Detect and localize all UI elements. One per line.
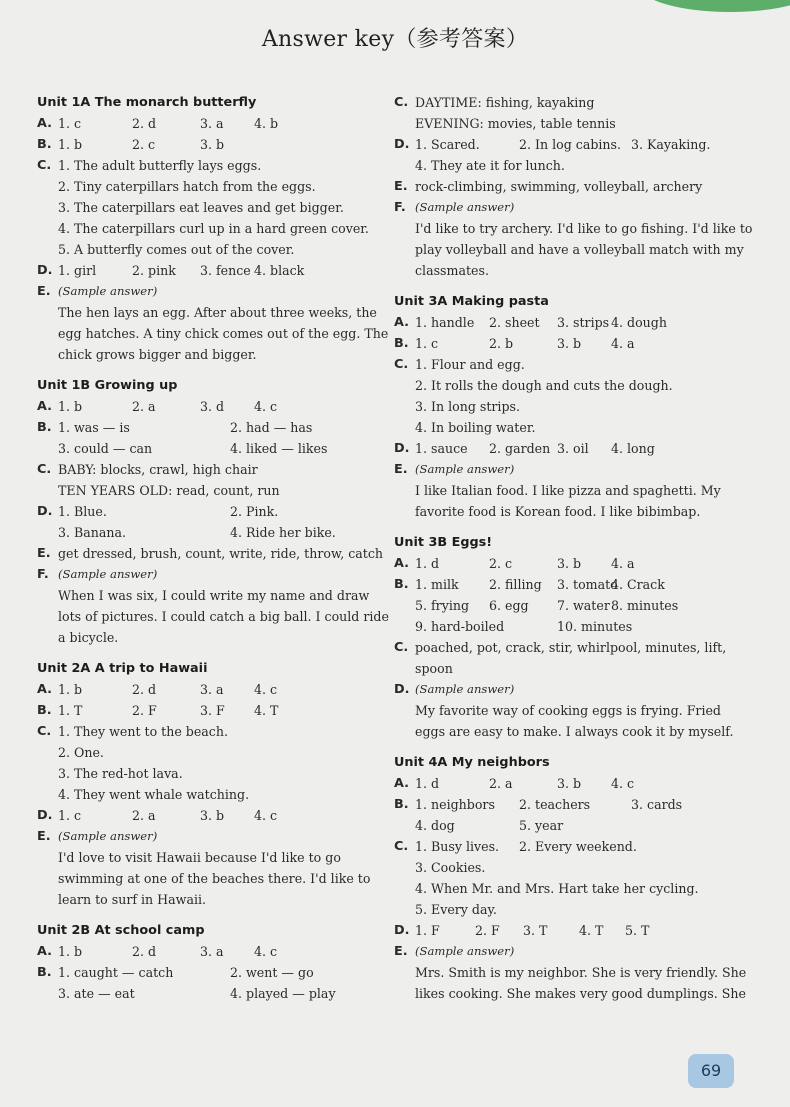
answer-line [394, 574, 744, 595]
answer-line [394, 155, 744, 176]
answer-cell: 4. long [611, 441, 655, 456]
answer-cell: 4. black [254, 263, 305, 278]
answer-text: 4. When Mr. and Mrs. Hart take her cycling. [415, 881, 699, 896]
answer-line [37, 281, 377, 302]
answer-cell: 6. egg [489, 598, 529, 613]
answer-line [37, 438, 377, 459]
answer-text: 5. A butterfly comes out of the cover. [58, 242, 295, 257]
answer-cell: 3. oil [557, 441, 589, 456]
answer-line [394, 134, 744, 155]
answer-line [394, 815, 744, 836]
exercise-label: E. [394, 944, 408, 959]
answer-cell: 4. c [254, 808, 278, 823]
answer-cell: 3. tomato [557, 577, 618, 592]
answer-cell: 2. F [475, 923, 500, 938]
exercise-label: F. [394, 200, 406, 215]
section-gap [394, 742, 744, 752]
exercise-label: E. [37, 829, 51, 844]
exercise-label: C. [394, 95, 409, 110]
exercise-label: C. [394, 640, 409, 655]
answer-cell: 1. b [58, 944, 83, 959]
answer-cell: 2. a [132, 399, 156, 414]
answer-line [37, 826, 377, 847]
answer-cell: 4. c [254, 944, 278, 959]
answer-text: My favorite way of cooking eggs is frying. Fried [415, 703, 721, 718]
answer-text: When I was six, I could write my name and draw [58, 588, 370, 603]
answer-cell: 9. hard-boiled [415, 619, 505, 634]
answer-cell: 3. d [200, 399, 225, 414]
answer-cell: 3. Banana. [58, 525, 127, 540]
exercise-label: B. [394, 577, 409, 592]
answer-line [394, 721, 744, 742]
answer-cell: 2. Pink. [230, 504, 279, 519]
answer-line [394, 417, 744, 438]
exercise-label: B. [37, 703, 52, 718]
section-gap [394, 281, 744, 291]
answer-text: BABY: blocks, crawl, high chair [58, 462, 258, 477]
answer-line [394, 700, 744, 721]
answer-line [394, 480, 744, 501]
unit-heading: Unit 3B Eggs! [394, 535, 493, 550]
answer-cell: 2. a [489, 776, 513, 791]
answer-cell: 4. Ride her bike. [230, 525, 336, 540]
answer-cell: 2. filling [489, 577, 542, 592]
answer-line [394, 941, 744, 962]
exercise-label: E. [394, 179, 408, 194]
answer-cell: 2. teachers [519, 797, 591, 812]
exercise-label: C. [37, 462, 52, 477]
answer-cell: 1. T [58, 703, 83, 718]
answer-cell: 1. Blue. [58, 504, 107, 519]
answer-cell: 2. Every weekend. [519, 839, 637, 854]
answer-text: 3. In long strips. [415, 399, 520, 414]
exercise-label: D. [37, 263, 53, 278]
answer-line [37, 679, 377, 700]
exercise-label: C. [37, 724, 52, 739]
exercise-label: B. [394, 797, 409, 812]
answer-text: chick grows bigger and bigger. [58, 347, 257, 362]
answer-text: 3. Cookies. [415, 860, 486, 875]
answer-cell: 3. b [200, 137, 225, 152]
answer-cell: 1. was — is [58, 420, 130, 435]
exercise-label: D. [37, 504, 53, 519]
answer-line [394, 92, 744, 113]
sample-answer-note: (Sample answer) [415, 462, 515, 476]
answer-cell: 4. Crack [611, 577, 665, 592]
answer-line [394, 459, 744, 480]
answer-text: 1. The adult butterfly lays eggs. [58, 158, 262, 173]
answer-cell: 1. milk [415, 577, 459, 592]
answer-cell: 3. strips [557, 315, 610, 330]
answer-cell: 8. minutes [611, 598, 679, 613]
answer-line [37, 522, 377, 543]
answer-cell: 3. b [557, 336, 582, 351]
answer-text: a bicycle. [58, 630, 119, 645]
answer-line [394, 501, 744, 522]
answer-cell: 1. girl [58, 263, 97, 278]
answer-cell: 4. liked — likes [230, 441, 328, 456]
answer-line [37, 889, 377, 910]
answer-text: 4. In boiling water. [415, 420, 536, 435]
answer-line [37, 564, 377, 585]
answer-line [394, 260, 744, 281]
answer-cell: 1. b [58, 137, 83, 152]
page-title: Answer key（参考答案） [261, 27, 529, 52]
answer-cell: 2. sheet [489, 315, 540, 330]
answer-line [37, 941, 377, 962]
unit-heading: Unit 3A Making pasta [394, 294, 549, 309]
answer-line [394, 595, 744, 616]
answer-cell: 2. a [132, 808, 156, 823]
answer-cell: 3. a [200, 116, 224, 131]
answer-text: 2. It rolls the dough and cuts the dough. [415, 378, 673, 393]
answer-cell: 3. T [523, 923, 548, 938]
answer-text: spoon [415, 661, 453, 676]
answer-cell: 3. ate — eat [58, 986, 135, 1001]
answer-text: TEN YEARS OLD: read, count, run [58, 483, 280, 498]
exercise-label: A. [394, 776, 410, 791]
answer-text: Mrs. Smith is my neighbor. She is very friendly. She [415, 965, 747, 980]
answer-line [394, 679, 744, 700]
answer-line [394, 354, 744, 375]
answer-cell: 3. a [200, 944, 224, 959]
exercise-label: B. [37, 137, 52, 152]
answer-line [394, 658, 744, 679]
answer-line [37, 260, 377, 281]
answer-line [37, 323, 389, 344]
answer-line [37, 155, 377, 176]
answer-cell: 1. c [58, 808, 82, 823]
sample-answer-note: (Sample answer) [415, 200, 515, 214]
exercise-label: A. [37, 682, 53, 697]
answer-cell: 1. c [58, 116, 82, 131]
answer-cell: 1. b [58, 682, 83, 697]
answer-cell: 1. F [415, 923, 440, 938]
exercise-label: E. [37, 284, 51, 299]
answer-line [394, 836, 744, 857]
answer-text: eggs are easy to make. I always cook it by myself. [415, 724, 734, 739]
answer-text: 2. One. [58, 745, 104, 760]
answer-line [37, 983, 377, 1004]
answer-line [37, 501, 377, 522]
answer-line [394, 218, 753, 239]
answer-line [37, 868, 377, 889]
answer-cell: 4. T [579, 923, 604, 938]
answer-cell: 2. had — has [230, 420, 313, 435]
answer-line [37, 239, 377, 260]
sample-answer-note: (Sample answer) [415, 682, 515, 696]
answer-cell: 4. c [254, 399, 278, 414]
answer-line [37, 417, 377, 438]
answer-line [394, 396, 744, 417]
answer-text: 2. Tiny caterpillars hatch from the eggs. [58, 179, 316, 194]
answer-line [394, 616, 744, 637]
exercise-label: E. [37, 546, 51, 561]
answer-text: I'd love to visit Hawaii because I'd like to go [58, 850, 341, 865]
answer-text: poached, pot, crack, stir, whirlpool, minutes, lift, [415, 640, 727, 655]
answer-cell: 2. pink [132, 263, 176, 278]
unit-heading: Unit 2A A trip to Hawaii [37, 661, 208, 676]
answer-text: get dressed, brush, count, write, ride, throw, catch [58, 546, 384, 561]
answer-cell: 2. d [132, 116, 157, 131]
answer-cell: 2. In log cabins. [519, 137, 622, 152]
sample-answer-note: (Sample answer) [58, 284, 158, 298]
section-gap [37, 910, 377, 920]
answer-line [394, 857, 744, 878]
answer-cell: 3. b [557, 556, 582, 571]
answer-line [394, 637, 744, 658]
answer-line [37, 480, 377, 501]
unit-heading: Unit 1A The monarch butterfly [37, 95, 257, 110]
answer-line [394, 553, 744, 574]
answer-line [394, 333, 744, 354]
answer-cell: 3. F [200, 703, 225, 718]
answer-line [37, 344, 377, 365]
answer-cell: 2. d [132, 944, 157, 959]
answer-line [37, 176, 377, 197]
exercise-label: A. [394, 556, 410, 571]
answer-line [37, 847, 377, 868]
answer-cell: 1. handle [415, 315, 475, 330]
answer-text: 4. They ate it for lunch. [415, 158, 565, 173]
unit-heading: Unit 4A My neighbors [394, 755, 550, 770]
answer-text: swimming at one of the beaches there. I'd like to [58, 871, 371, 886]
exercise-label: F. [37, 567, 49, 582]
right-column [394, 92, 753, 1004]
answer-line [394, 899, 744, 920]
answer-cell: 3. a [200, 682, 224, 697]
answer-cell: 1. d [415, 776, 440, 791]
answer-text: rock-climbing, swimming, volleyball, archery [415, 179, 703, 194]
answer-cell: 10. minutes [557, 619, 633, 634]
answer-line [394, 176, 744, 197]
answer-cell: 4. b [254, 116, 279, 131]
section-gap [37, 648, 377, 658]
answer-cell: 3. fence [200, 263, 251, 278]
answer-line [37, 302, 377, 323]
answer-cell: 2. c [489, 556, 513, 571]
answer-line [37, 763, 377, 784]
answer-cell: 3. could — can [58, 441, 153, 456]
answer-line [37, 962, 377, 983]
corner-decoration [640, 0, 790, 12]
answer-text: 4. They went whale watching. [58, 787, 250, 802]
answer-text: DAYTIME: fishing, kayaking [415, 95, 595, 110]
answer-cell: 1. d [415, 556, 440, 571]
answer-line [37, 721, 377, 742]
answer-cell: 4. c [611, 776, 635, 791]
answer-text: likes cooking. She makes very good dumplings. She [415, 986, 746, 1001]
answer-text: 3. The red-hot lava. [58, 766, 183, 781]
exercise-label: A. [37, 944, 53, 959]
answer-cell: 4. c [254, 682, 278, 697]
answer-line [394, 983, 744, 1004]
exercise-label: D. [394, 923, 410, 938]
answer-text: play volleyball and have a volleyball match with my [415, 242, 744, 257]
exercise-label: B. [394, 336, 409, 351]
answer-line [37, 134, 377, 155]
answer-text: learn to surf in Hawaii. [58, 892, 207, 907]
exercise-label: D. [394, 441, 410, 456]
answer-line [394, 239, 744, 260]
answer-text: 4. The caterpillars curl up in a hard green cover. [58, 221, 369, 236]
answer-text: 3. The caterpillars eat leaves and get bigger. [58, 200, 344, 215]
answer-cell: 4. a [611, 556, 635, 571]
answer-text: 1. Flour and egg. [415, 357, 525, 372]
answer-cell: 4. a [611, 336, 635, 351]
exercise-label: A. [394, 315, 410, 330]
answer-cell: 4. T [254, 703, 279, 718]
answer-cell: 2. garden [489, 441, 551, 456]
answer-cell: 3. cards [631, 797, 683, 812]
answer-line [394, 312, 744, 333]
answer-line [37, 784, 377, 805]
answer-text: I like Italian food. I like pizza and spaghetti. My [415, 483, 721, 498]
exercise-label: C. [394, 357, 409, 372]
answer-line [394, 113, 744, 134]
answer-line [394, 375, 744, 396]
answer-cell: 1. caught — catch [58, 965, 174, 980]
section-gap [394, 522, 744, 532]
answer-line [37, 459, 377, 480]
answer-text: The hen lays an egg. After about three weeks, the [58, 305, 377, 320]
answer-line [37, 113, 377, 134]
answer-cell: 3. Kayaking. [631, 137, 711, 152]
left-column [37, 92, 389, 1004]
exercise-label: A. [37, 399, 53, 414]
answer-text: lots of pictures. I could catch a big ball. I could ride [58, 609, 389, 624]
answer-cell: 2. d [132, 682, 157, 697]
answer-line [37, 606, 389, 627]
answer-text: 5. Every day. [415, 902, 497, 917]
answer-line [37, 700, 377, 721]
exercise-label: C. [394, 839, 409, 854]
exercise-label: B. [37, 965, 52, 980]
answer-cell: 1. sauce [415, 441, 468, 456]
exercise-label: E. [394, 462, 408, 477]
answer-text: 1. They went to the beach. [58, 724, 228, 739]
answer-line [37, 627, 377, 648]
answer-cell: 2. c [132, 137, 156, 152]
answer-line [394, 920, 744, 941]
exercise-label: D. [394, 682, 410, 697]
answer-cell: 1. b [58, 399, 83, 414]
answer-line [394, 773, 744, 794]
answer-line [37, 197, 377, 218]
unit-heading: Unit 1B Growing up [37, 378, 178, 393]
answer-text: favorite food is Korean food. I like bibimbap. [415, 504, 701, 519]
answer-cell: 1. Scared. [415, 137, 480, 152]
answer-cell: 5. T [625, 923, 650, 938]
answer-line [37, 396, 377, 417]
answer-text: EVENING: movies, table tennis [415, 116, 616, 131]
answer-cell: 3. b [200, 808, 225, 823]
unit-heading: Unit 2B At school camp [37, 923, 205, 938]
answer-text: egg hatches. A tiny chick comes out of the egg. The [58, 326, 389, 341]
exercise-label: B. [37, 420, 52, 435]
answer-line [394, 197, 744, 218]
answer-cell: 1. Busy lives. [415, 839, 500, 854]
answer-line [394, 878, 744, 899]
answer-cell: 7. water [557, 598, 610, 613]
answer-cell: 1. c [415, 336, 439, 351]
answer-cell: 5. frying [415, 598, 470, 613]
answer-cell: 5. year [519, 818, 564, 833]
answer-text: I'd like to try archery. I'd like to go fishing. I'd like to [415, 221, 753, 236]
answer-cell: 3. b [557, 776, 582, 791]
sample-answer-note: (Sample answer) [58, 567, 158, 581]
answer-line [37, 585, 377, 606]
answer-cell: 4. dough [611, 315, 667, 330]
exercise-label: D. [37, 808, 53, 823]
answer-line [394, 794, 744, 815]
answer-line [37, 742, 377, 763]
answer-cell: 4. played — play [230, 986, 336, 1001]
section-gap [37, 365, 377, 375]
sample-answer-note: (Sample answer) [415, 944, 515, 958]
answer-cell: 2. F [132, 703, 157, 718]
exercise-label: A. [37, 116, 53, 131]
answer-cell: 2. went — go [230, 965, 314, 980]
answer-cell: 4. dog [415, 818, 455, 833]
answer-line [394, 962, 747, 983]
page-number: 69 [688, 1054, 734, 1088]
answer-cell: 2. b [489, 336, 514, 351]
exercise-label: D. [394, 137, 410, 152]
answer-line [37, 805, 377, 826]
answer-line [37, 218, 377, 239]
answer-cell: 1. neighbors [415, 797, 495, 812]
answer-text: classmates. [415, 263, 489, 278]
sample-answer-note: (Sample answer) [58, 829, 158, 843]
answer-line [37, 543, 384, 564]
exercise-label: C. [37, 158, 52, 173]
answer-line [394, 438, 744, 459]
